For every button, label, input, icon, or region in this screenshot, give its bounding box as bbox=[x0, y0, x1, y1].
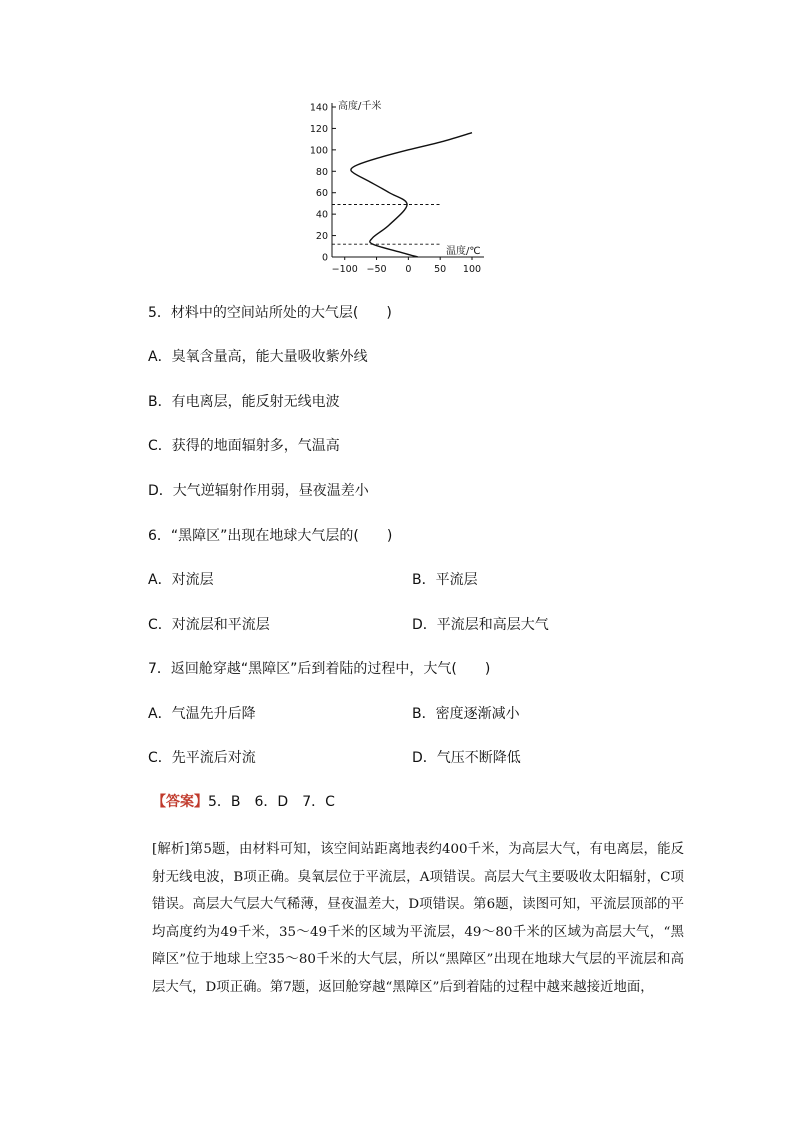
question-6-option-b: B．平流层 bbox=[412, 572, 478, 588]
question-5-stem: 5．材料中的空间站所处的大气层( ) bbox=[148, 305, 392, 321]
x-tick-label: −50 bbox=[366, 264, 387, 275]
y-tick-label: 40 bbox=[315, 209, 328, 221]
y-tick-label: 60 bbox=[315, 188, 328, 200]
question-6-option-a: A．对流层 bbox=[148, 572, 214, 588]
temperature-altitude-chart bbox=[296, 96, 496, 286]
temperature-curve bbox=[351, 133, 472, 257]
x-axis-label: 温度/℃ bbox=[446, 246, 481, 257]
question-6-stem: 6．“黑障区”出现在地球大气层的( ) bbox=[148, 528, 393, 544]
question-5-option-d: D．大气逆辐射作用弱，昼夜温差小 bbox=[148, 483, 369, 499]
y-tick-label: 120 bbox=[309, 123, 328, 135]
question-6-option-d: D．平流层和高层大气 bbox=[412, 617, 549, 633]
y-tick-label: 80 bbox=[315, 166, 328, 178]
y-axis-label: 高度/千米 bbox=[338, 101, 382, 112]
answer-tag: 【答案】 bbox=[152, 794, 208, 810]
explanation-paragraph: [解析]第5题，由材料可知，该空间站距离地表约400千米，为高层大气，有电离层，能反射无线电波，B项正确。臭氧层位于平流层，A项错误。高层大气主要吸收太阳辐射，C项错误。高层大气层大气稀薄，昼夜温差大，D项错误。第6题，读图可知，平流层顶部的平均高度约为49千米，35～49千米的区域为平流层，49～80千米的区域为高层大气，“黑障区”位于地球上空35～80千米的大气层，所以“黑障区”出现在地球大气层的平流层和高层大气，D项正确。第7题，返回舱穿越“黑障区”后到着陆的过程中越来越接近地面， bbox=[152, 842, 684, 995]
answer-line bbox=[152, 793, 335, 811]
question-7-option-d: D．气压不断降低 bbox=[412, 750, 521, 766]
chart-axes bbox=[332, 103, 484, 257]
x-ticks bbox=[332, 257, 481, 275]
question-5-option-a: A．臭氧含量高，能大量吸收紫外线 bbox=[148, 349, 368, 365]
question-5-option-b: B．有电离层，能反射无线电波 bbox=[148, 394, 340, 410]
question-7-stem: 7．返回舱穿越“黑障区”后到着陆的过程中，大气( ) bbox=[148, 661, 491, 677]
y-tick-label: 100 bbox=[309, 145, 328, 157]
question-7-option-b: B．密度逐渐减小 bbox=[412, 706, 520, 722]
question-5-option-c: C．获得的地面辐射多，气温高 bbox=[148, 438, 340, 454]
x-tick-label: 50 bbox=[434, 264, 447, 275]
x-tick-label: 0 bbox=[405, 264, 412, 275]
question-7-option-a: A．气温先升后降 bbox=[148, 706, 256, 722]
y-tick-label: 0 bbox=[321, 252, 328, 264]
answer-text: 5．B 6．D 7．C bbox=[208, 794, 335, 810]
x-tick-label: −100 bbox=[331, 264, 358, 275]
question-7-option-c: C．先平流后对流 bbox=[148, 750, 256, 766]
y-tick-label: 20 bbox=[315, 231, 328, 243]
x-tick-label: 100 bbox=[462, 264, 482, 275]
y-tick-label: 140 bbox=[309, 102, 328, 114]
dashed-levels bbox=[332, 205, 442, 245]
question-6-option-c: C．对流层和平流层 bbox=[148, 617, 270, 633]
